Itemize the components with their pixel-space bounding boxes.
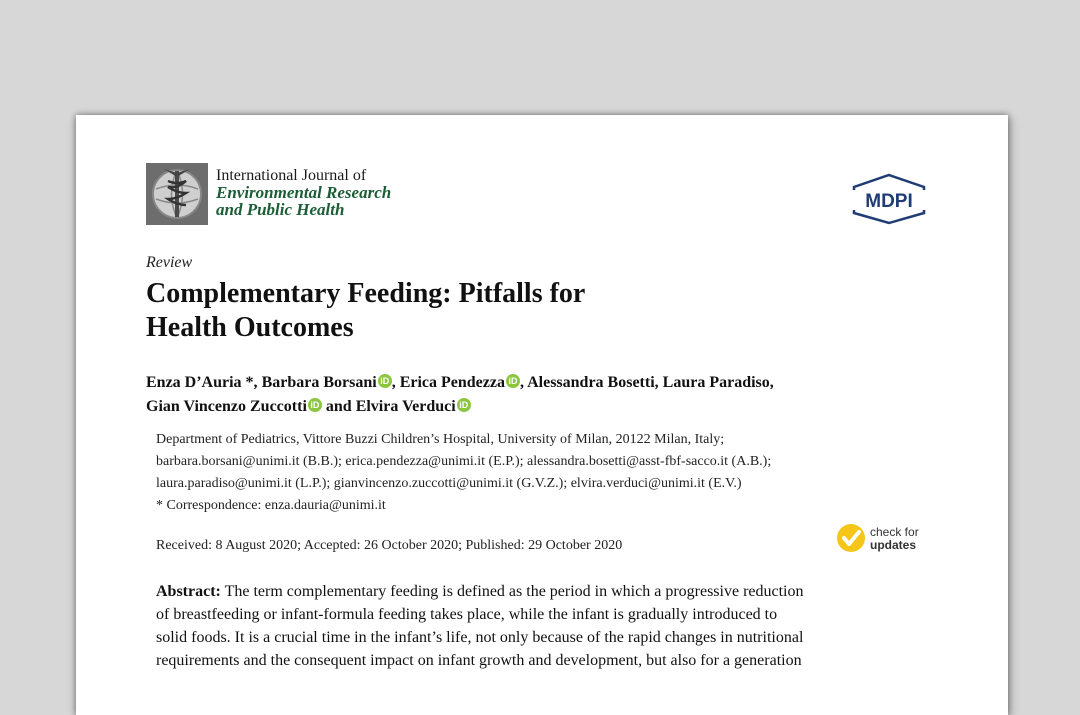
title-line: Health Outcomes xyxy=(146,312,354,343)
paper-page xyxy=(76,115,1008,715)
author-line xyxy=(146,395,926,419)
orcid-icon[interactable]: iD xyxy=(457,398,471,412)
abstract-text: The term complementary feeding is defined as the period in which a progressive reduction xyxy=(220,583,804,600)
orcid-icon[interactable]: iD xyxy=(506,374,520,388)
orcid-icon[interactable]: iD xyxy=(308,398,322,412)
journal-name-line1: International Journal of xyxy=(216,167,367,184)
abstract-line: solid foods. It is a crucial time in the infant’s life, not only because of the rapid changes in nutritional xyxy=(156,629,804,646)
affiliation-line: Department of Pediatrics, Vittore Buzzi Children’s Hospital, University of Milan, 20122 Milan, Italy; xyxy=(156,432,725,447)
orcid-icon[interactable]: iD xyxy=(378,374,392,388)
author-name: Gian Vincenzo Zuccotti xyxy=(146,398,307,415)
mdpi-logo-icon xyxy=(850,173,928,225)
journal-name-line2: Environmental Research xyxy=(216,183,392,202)
author-list xyxy=(146,371,926,419)
author-name: Enza D’Auria *, xyxy=(146,374,262,391)
affiliation-line: laura.paradiso@unimi.it (L.P.); gianvincenzo.zuccotti@unimi.it (G.V.Z.); elvira.verduci@unimi.it (E.V.) xyxy=(156,476,742,491)
affiliation-line: barbara.borsani@unimi.it (B.B.); erica.pendezza@unimi.it (E.P.); alessandra.bosetti@asst-fbf-sacco.it (A.B.); xyxy=(156,454,772,469)
title-line: Complementary Feeding: Pitfalls for xyxy=(146,278,586,309)
journal-logo-icon xyxy=(146,163,208,225)
updates-line1: check for xyxy=(870,525,919,539)
journal-name-line3: and Public Health xyxy=(216,200,345,219)
journal-name xyxy=(216,167,391,218)
author-line xyxy=(146,371,926,395)
abstract-line: requirements and the consequent impact on infant growth and development, but also for a generation xyxy=(156,652,802,669)
publisher-name: MDPI xyxy=(865,191,913,212)
correspondence-line: * Correspondence: enza.dauria@unimi.it xyxy=(156,498,386,513)
author-name: and Elvira Verduci xyxy=(321,398,456,415)
abstract-label: Abstract: xyxy=(156,583,221,600)
abstract xyxy=(156,580,926,672)
author-name: , Alessandra Bosetti, Laura Paradiso, xyxy=(519,374,774,391)
affiliations xyxy=(156,429,946,517)
author-name: , Erica Pendezza xyxy=(391,374,505,391)
article-title xyxy=(146,277,766,345)
article-type: Review xyxy=(146,254,193,271)
updates-line2: updates xyxy=(870,538,917,552)
check-for-updates-badge[interactable] xyxy=(836,523,946,559)
abstract-line xyxy=(156,580,926,603)
publication-dates: Received: 8 August 2020; Accepted: 26 October 2020; Published: 29 October 2020 xyxy=(156,538,623,553)
check-circle-icon xyxy=(836,523,866,553)
abstract-line: of breastfeeding or infant-formula feeding takes place, while the infant is gradually introduced to xyxy=(156,606,778,623)
author-name: Barbara Borsani xyxy=(261,374,377,391)
